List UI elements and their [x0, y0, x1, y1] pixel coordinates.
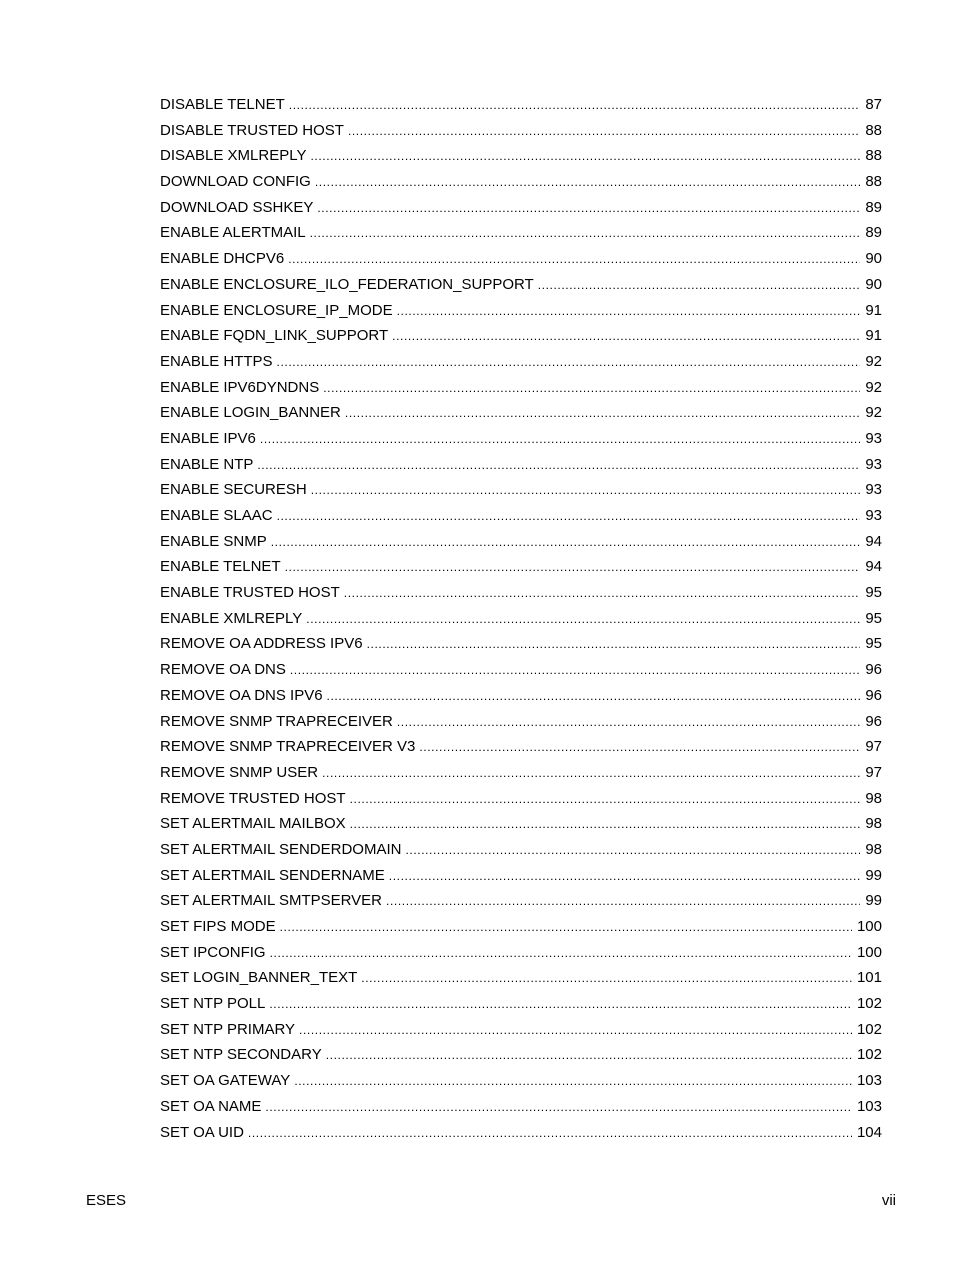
toc-entry[interactable]	[160, 300, 882, 326]
toc-entry-title[interactable]: SET OA UID	[160, 1123, 244, 1141]
toc-entry-page-number[interactable]: 95	[865, 609, 882, 627]
toc-entry-title[interactable]: ENABLE NTP	[160, 455, 254, 473]
toc-entry[interactable]	[160, 608, 882, 634]
toc-entry-title[interactable]: DISABLE XMLREPLY	[160, 147, 307, 165]
toc-entry-page-number[interactable]: 102	[856, 1020, 882, 1038]
toc-entry-page-number[interactable]: 88	[865, 121, 882, 139]
toc-entry-title[interactable]: SET ALERTMAIL SENDERNAME	[160, 866, 385, 884]
toc-entry-title[interactable]: REMOVE OA DNS	[160, 661, 286, 679]
toc-entry[interactable]	[160, 479, 882, 505]
toc-entry[interactable]	[160, 813, 882, 839]
toc-entry[interactable]	[160, 454, 882, 480]
toc-entry[interactable]	[160, 402, 882, 428]
dot-leader	[327, 685, 861, 707]
toc-entry[interactable]	[160, 171, 882, 197]
toc-entry-page-number[interactable]: 101	[856, 969, 882, 987]
toc-entry-page-number[interactable]: 92	[865, 404, 882, 422]
dot-leader	[269, 993, 852, 1015]
dot-leader	[294, 1070, 852, 1092]
dot-leader	[345, 402, 860, 424]
toc-entry[interactable]	[160, 531, 882, 557]
toc-entry[interactable]	[160, 505, 882, 531]
footer-locale-code: ESES	[86, 1192, 127, 1209]
dot-leader	[280, 916, 852, 938]
toc-entry[interactable]	[160, 711, 882, 737]
toc-entry-title[interactable]: ENABLE XMLREPLY	[160, 609, 303, 627]
toc-entry-page-number[interactable]: 92	[865, 378, 882, 396]
dot-leader	[265, 1096, 852, 1118]
toc-entry-page-number[interactable]: 96	[865, 712, 882, 730]
toc-entry-page-number[interactable]: 100	[856, 918, 882, 935]
toc-entry-title[interactable]: SET OA NAME	[160, 1097, 262, 1115]
toc-entry-title[interactable]: SET ALERTMAIL SMTPSERVER	[160, 892, 383, 910]
dot-leader	[386, 890, 860, 912]
toc-entry-page-number[interactable]: 91	[865, 301, 882, 319]
dot-leader	[299, 1019, 852, 1041]
toc-entry[interactable]	[160, 1044, 882, 1070]
toc-entry-page-number[interactable]: 102	[856, 995, 882, 1013]
toc-entry-page-number[interactable]: 87	[865, 96, 882, 113]
toc-entry[interactable]	[160, 351, 882, 377]
toc-entry-title[interactable]: ENABLE IPV6DYNDNS	[160, 378, 320, 396]
toc-entry-title[interactable]: REMOVE OA ADDRESS IPV6	[160, 635, 363, 653]
toc-entry-title[interactable]: SET NTP POLL	[160, 995, 266, 1013]
toc-entry[interactable]	[160, 993, 882, 1019]
toc-entry-page-number[interactable]: 99	[865, 866, 882, 884]
dot-leader	[257, 454, 860, 476]
toc-entry-title[interactable]: ENABLE TRUSTED HOST	[160, 584, 340, 602]
toc-entry-page-number[interactable]: 99	[865, 892, 882, 910]
toc-entry[interactable]	[160, 967, 882, 993]
dot-leader	[419, 736, 860, 758]
dot-leader	[306, 608, 860, 630]
toc-entry-page-number[interactable]: 91	[865, 327, 882, 345]
toc-entry-page-number[interactable]: 90	[865, 275, 882, 293]
toc-entry[interactable]	[160, 145, 882, 171]
toc-entry-title[interactable]: SET OA GATEWAY	[160, 1072, 291, 1090]
toc-entry[interactable]	[160, 916, 882, 942]
dot-leader	[350, 788, 861, 810]
toc-entry-title[interactable]: SET LOGIN_BANNER_TEXT	[160, 969, 358, 987]
toc-entry[interactable]	[160, 222, 882, 248]
dot-leader	[248, 1122, 852, 1144]
toc-entry[interactable]	[160, 865, 882, 891]
toc-entry[interactable]	[160, 762, 882, 788]
footer-page-number: vii	[881, 1192, 896, 1209]
dot-leader	[389, 865, 861, 887]
toc-entry[interactable]	[160, 685, 882, 711]
toc-entry-title[interactable]: REMOVE SNMP USER	[160, 763, 319, 781]
toc-entry[interactable]	[160, 197, 882, 223]
dot-leader	[288, 248, 860, 270]
toc-entry-page-number[interactable]: 88	[865, 147, 882, 165]
toc-entry-title[interactable]: SET IPCONFIG	[160, 943, 266, 961]
toc-entry-title[interactable]: REMOVE TRUSTED HOST	[160, 789, 346, 807]
dot-leader	[344, 582, 861, 604]
toc-entry-title[interactable]: ENABLE SECURESH	[160, 481, 307, 499]
toc-entry[interactable]	[160, 1019, 882, 1045]
dot-leader	[285, 556, 861, 578]
toc-entry-page-number[interactable]: 102	[856, 1046, 882, 1064]
toc-entry[interactable]	[160, 325, 882, 351]
dot-leader	[367, 633, 861, 655]
toc-entry-title[interactable]: ENABLE ENCLOSURE_IP_MODE	[160, 301, 393, 319]
toc-entry-page-number[interactable]: 103	[856, 1097, 882, 1115]
dot-leader	[397, 711, 860, 733]
toc-entry-page-number[interactable]: 103	[856, 1072, 882, 1090]
toc-entry-page-number[interactable]: 89	[865, 224, 882, 242]
toc-entry-title[interactable]: SET ALERTMAIL SENDERDOMAIN	[160, 840, 402, 858]
toc-entry-page-number[interactable]: 90	[865, 250, 882, 268]
toc-entry-title[interactable]: DISABLE TRUSTED HOST	[160, 121, 344, 139]
toc-entry-page-number[interactable]: 93	[865, 455, 882, 473]
toc-entry-page-number[interactable]: 97	[865, 738, 882, 756]
dot-leader	[277, 351, 861, 373]
toc-entry-title[interactable]: ENABLE TELNET	[160, 558, 281, 576]
dot-leader	[271, 531, 861, 553]
dot-leader	[260, 428, 860, 450]
toc-entry-title[interactable]: ENABLE ALERTMAIL	[160, 224, 306, 242]
dot-leader	[538, 274, 861, 296]
toc-entry[interactable]	[160, 377, 882, 403]
toc-entry-page-number[interactable]: 95	[865, 584, 882, 602]
toc-entry[interactable]	[160, 1096, 882, 1122]
dot-leader	[315, 171, 860, 193]
toc-entry[interactable]	[160, 120, 882, 146]
toc-entry-title[interactable]: DISABLE TELNET	[160, 96, 285, 113]
toc-entry-page-number[interactable]: 93	[865, 481, 882, 499]
toc-entry-title[interactable]: SET NTP PRIMARY	[160, 1020, 296, 1038]
table-of-contents	[160, 94, 882, 1147]
toc-entry-page-number[interactable]: 96	[865, 661, 882, 679]
toc-entry-title[interactable]: REMOVE SNMP TRAPRECEIVER	[160, 712, 393, 730]
dot-leader	[310, 145, 860, 167]
toc-entry-page-number[interactable]: 104	[856, 1123, 882, 1141]
dot-leader	[290, 659, 860, 681]
dot-leader	[405, 839, 860, 861]
dot-leader	[270, 942, 852, 964]
toc-entry-title[interactable]: DOWNLOAD SSHKEY	[160, 198, 314, 216]
toc-entry[interactable]	[160, 659, 882, 685]
dot-leader	[350, 813, 861, 835]
toc-entry-page-number[interactable]: 98	[865, 815, 882, 833]
toc-entry[interactable]	[160, 890, 882, 916]
toc-entry-page-number[interactable]: 95	[865, 635, 882, 653]
dot-leader	[311, 479, 861, 501]
toc-entry[interactable]	[160, 1070, 882, 1096]
toc-entry-page-number[interactable]: 96	[865, 686, 882, 704]
toc-entry[interactable]	[160, 788, 882, 814]
dot-leader	[397, 300, 861, 322]
toc-entry-page-number[interactable]: 94	[865, 558, 882, 576]
toc-entry[interactable]	[160, 839, 882, 865]
toc-entry-title[interactable]: ENABLE FQDN_LINK_SUPPORT	[160, 327, 389, 345]
toc-entry-title[interactable]: REMOVE SNMP TRAPRECEIVER V3	[160, 738, 416, 756]
dot-leader	[289, 94, 861, 116]
dot-leader	[322, 762, 860, 784]
toc-entry-title[interactable]: SET ALERTMAIL MAILBOX	[160, 815, 346, 833]
toc-entry-page-number[interactable]: 98	[865, 840, 882, 858]
dot-leader	[277, 505, 861, 527]
toc-entry-title[interactable]: SET FIPS MODE	[160, 918, 276, 935]
toc-entry[interactable]	[160, 942, 882, 968]
dot-leader	[323, 377, 860, 399]
toc-entry-title[interactable]: REMOVE OA DNS IPV6	[160, 686, 323, 704]
toc-entry[interactable]	[160, 94, 882, 120]
toc-entry-title[interactable]: ENABLE DHCPV6	[160, 250, 285, 268]
toc-entry-page-number[interactable]: 93	[865, 429, 882, 447]
toc-entry-title[interactable]: ENABLE LOGIN_BANNER	[160, 404, 341, 422]
dot-leader	[317, 197, 860, 219]
toc-entry-title[interactable]: SET NTP SECONDARY	[160, 1046, 322, 1064]
toc-entry[interactable]	[160, 248, 882, 274]
toc-entry[interactable]	[160, 1122, 882, 1148]
toc-entry[interactable]	[160, 633, 882, 659]
toc-entry-page-number[interactable]: 88	[865, 173, 882, 191]
toc-entry-title[interactable]: ENABLE IPV6	[160, 429, 256, 447]
dot-leader	[361, 967, 852, 989]
toc-entry-page-number[interactable]: 100	[856, 943, 882, 961]
toc-entry-title[interactable]: ENABLE SLAAC	[160, 507, 273, 524]
toc-entry-page-number[interactable]: 98	[865, 789, 882, 807]
dot-leader	[310, 222, 861, 244]
toc-entry[interactable]	[160, 736, 882, 762]
toc-entry-title[interactable]: ENABLE HTTPS	[160, 352, 273, 370]
toc-entry[interactable]	[160, 582, 882, 608]
toc-entry-page-number[interactable]: 97	[865, 763, 882, 781]
toc-entry-page-number[interactable]: 93	[865, 507, 882, 524]
dot-leader	[326, 1044, 852, 1066]
toc-entry[interactable]	[160, 556, 882, 582]
toc-entry[interactable]	[160, 428, 882, 454]
dot-leader	[348, 120, 860, 142]
toc-entry[interactable]	[160, 274, 882, 300]
dot-leader	[392, 325, 860, 347]
toc-entry-page-number[interactable]: 94	[865, 532, 882, 550]
toc-entry-title[interactable]: DOWNLOAD CONFIG	[160, 173, 311, 191]
toc-entry-title[interactable]: ENABLE ENCLOSURE_ILO_FEDERATION_SUPPORT	[160, 275, 534, 293]
toc-entry-page-number[interactable]: 92	[865, 352, 882, 370]
toc-entry-page-number[interactable]: 89	[865, 198, 882, 216]
toc-entry-title[interactable]: ENABLE SNMP	[160, 532, 267, 550]
